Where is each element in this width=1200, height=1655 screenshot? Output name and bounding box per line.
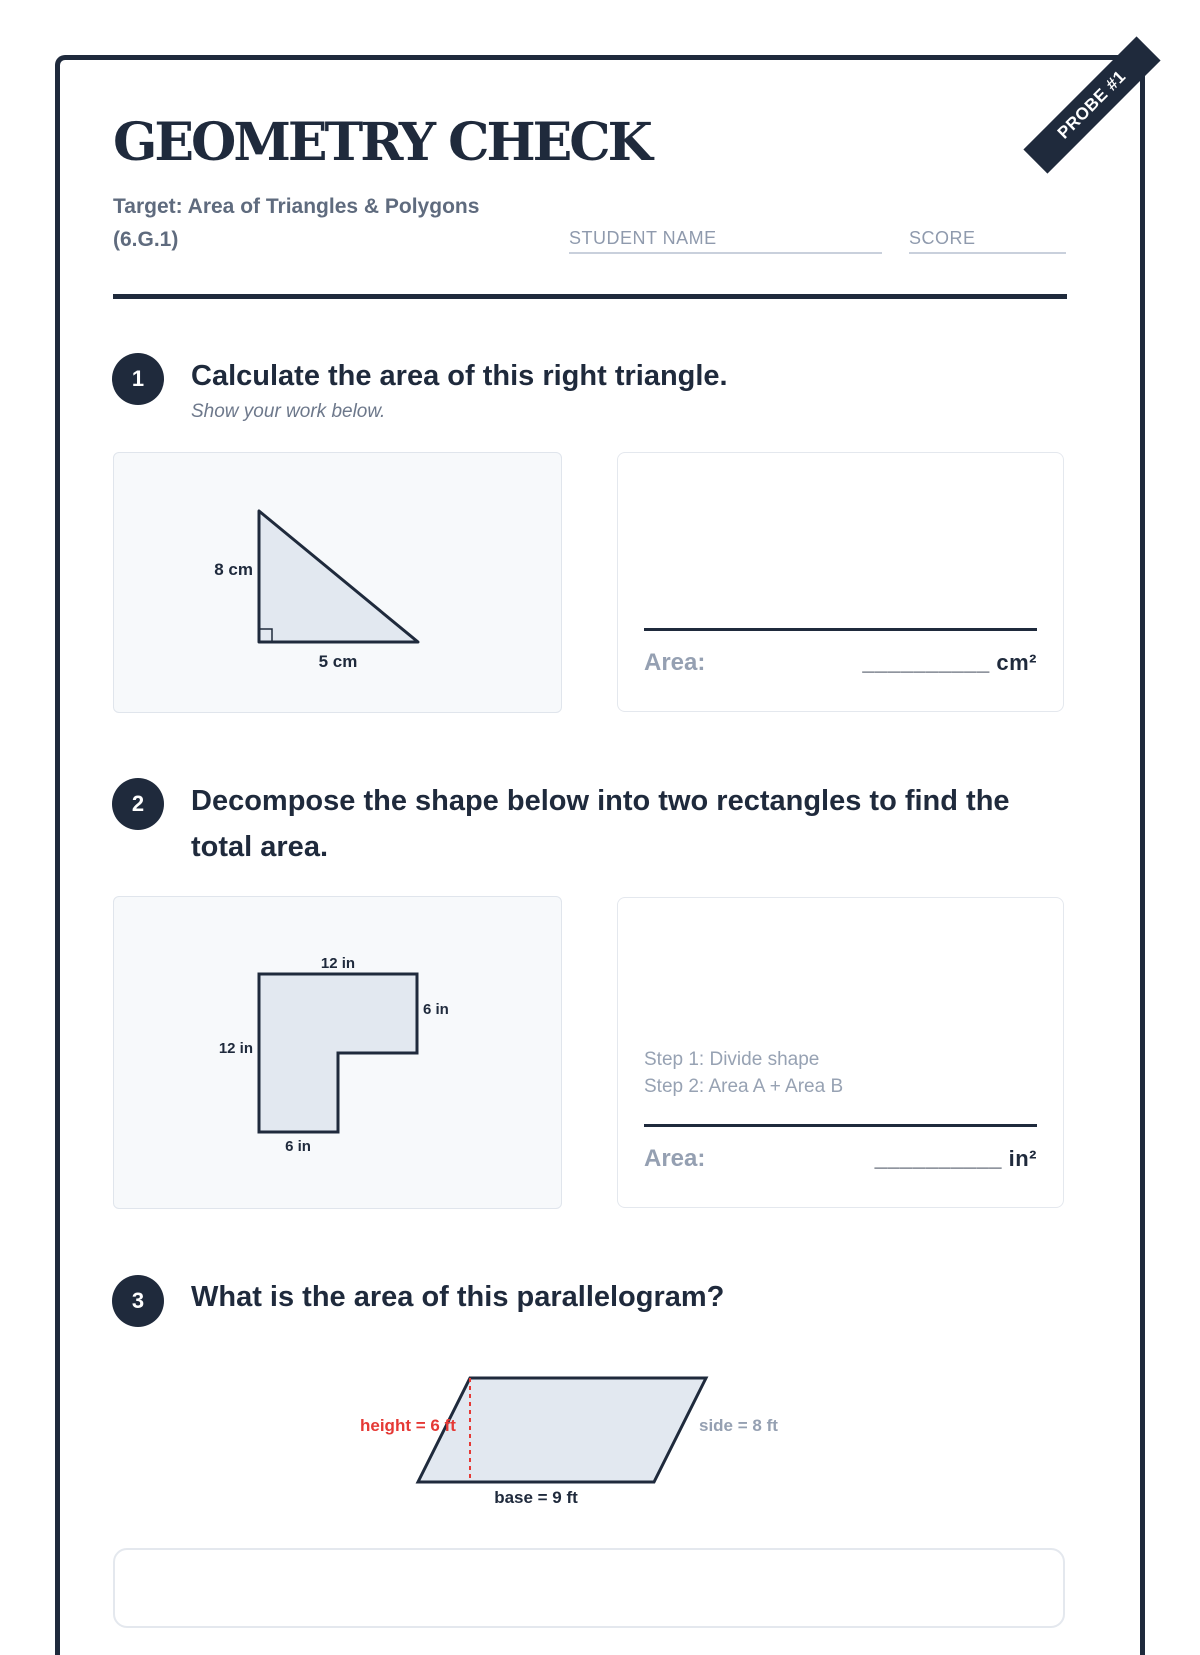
l-shape-top-label: 12 in bbox=[320, 955, 356, 972]
parallelogram-height-label: height = 6 ft bbox=[360, 1416, 456, 1435]
question-1-number: 1 bbox=[112, 353, 164, 405]
step-2-hint: Step 2: Area A + Area B bbox=[644, 1076, 844, 1097]
question-1-work-area[interactable] bbox=[617, 452, 1064, 712]
area-label: Area: bbox=[644, 1145, 706, 1172]
student-name-field[interactable]: STUDENT NAME bbox=[569, 228, 882, 254]
question-2-work-area[interactable] bbox=[617, 897, 1064, 1208]
answer-line bbox=[644, 1124, 1037, 1127]
question-2-figure-panel bbox=[113, 896, 562, 1209]
question-2-number: 2 bbox=[112, 778, 164, 830]
parallelogram-figure bbox=[340, 1360, 820, 1520]
right-triangle-figure bbox=[114, 453, 563, 714]
parallelogram-base-label: base = 9 ft bbox=[494, 1488, 578, 1507]
l-shape bbox=[259, 974, 417, 1132]
triangle-base-label: 5 cm bbox=[318, 652, 358, 671]
area-answer-blank[interactable]: __________ cm² bbox=[862, 650, 1037, 675]
step-1-hint: Step 1: Divide shape bbox=[644, 1049, 820, 1070]
question-3-work-area[interactable] bbox=[113, 1548, 1065, 1628]
parallelogram-side-label: side = 8 ft bbox=[699, 1416, 778, 1435]
area-answer-blank[interactable]: __________ in² bbox=[874, 1146, 1037, 1171]
score-field[interactable]: SCORE bbox=[909, 228, 1066, 254]
question-3-text: What is the area of this parallelogram? bbox=[191, 1281, 725, 1313]
probe-ribbon: PROBE #1 bbox=[1023, 36, 1160, 173]
question-1-subtext: Show your work below. bbox=[191, 401, 386, 422]
l-shape-figure bbox=[114, 897, 563, 1210]
question-1-figure-panel bbox=[113, 452, 562, 713]
target-line: Target: Area of Triangles & Polygons bbox=[113, 195, 480, 218]
question-3-number: 3 bbox=[112, 1275, 164, 1327]
target-standard bbox=[113, 190, 533, 256]
area-label: Area: bbox=[644, 649, 706, 676]
l-shape-right-label: 6 in bbox=[423, 1001, 449, 1018]
header-divider bbox=[113, 294, 1067, 299]
parallelogram bbox=[418, 1378, 706, 1482]
l-shape-bottom-label: 6 in bbox=[285, 1138, 311, 1155]
triangle-height-label: 8 cm bbox=[214, 560, 253, 579]
page-title: GEOMETRY CHECK bbox=[113, 112, 650, 173]
right-triangle bbox=[259, 511, 418, 642]
question-2-text bbox=[191, 778, 1010, 870]
l-shape-left-label: 12 in bbox=[218, 1040, 253, 1057]
question-1-text: Calculate the area of this right triangle. bbox=[191, 360, 728, 392]
step-hints bbox=[644, 1046, 843, 1100]
question-2-text-line2: total area. bbox=[191, 831, 328, 863]
answer-line bbox=[644, 628, 1037, 631]
question-2-text-line1: Decompose the shape below into two rectangles to find the bbox=[191, 785, 1010, 817]
target-code: (6.G.1) bbox=[113, 228, 179, 251]
